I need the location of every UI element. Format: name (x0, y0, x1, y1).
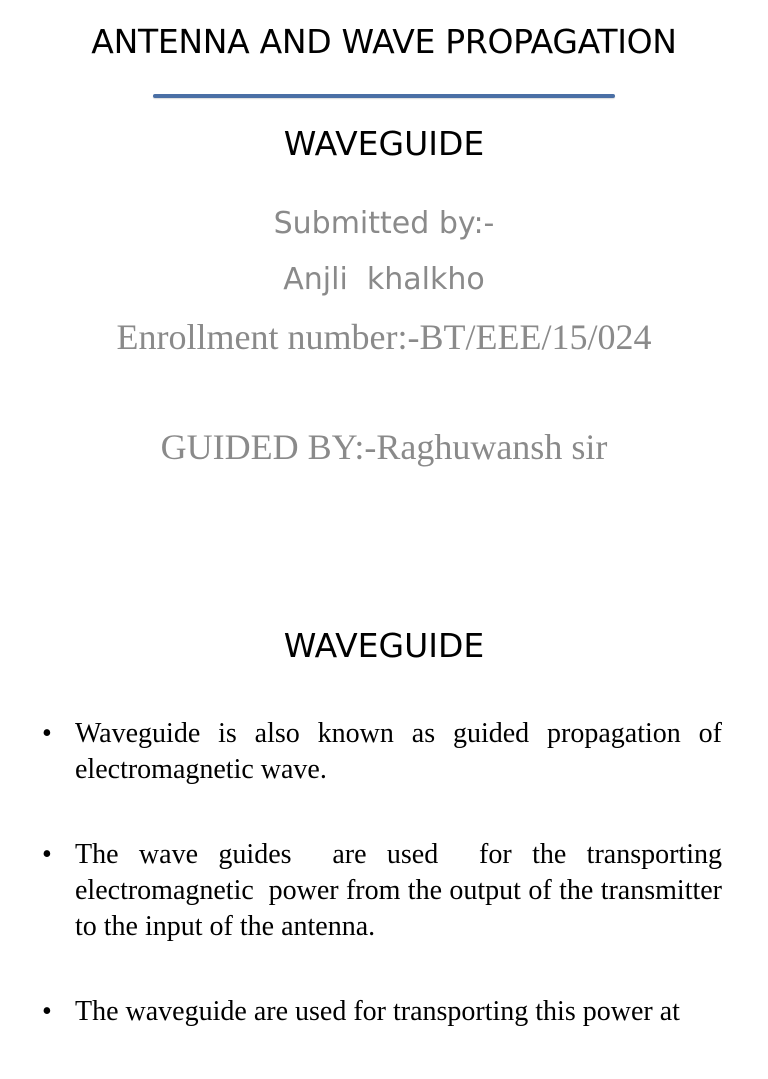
title-underline-rule (153, 94, 615, 98)
list-item (42, 716, 729, 788)
list-item (42, 994, 722, 1030)
bullet-point-icon: • (42, 839, 52, 870)
list-item (42, 837, 729, 945)
slide-title: ANTENNA AND WAVE PROPAGATION (91, 22, 677, 61)
slide-subtitle: WAVEGUIDE (283, 124, 485, 163)
guided-by: GUIDED BY:-Raghuwansh sir (160, 427, 608, 467)
bullet-text: The waveguide are used for transporting this power at (75, 996, 680, 1027)
enrollment-number: Enrollment number:-BT/EEE/15/024 (116, 317, 652, 357)
bullet-point-icon: • (42, 718, 52, 749)
bullet-list (42, 716, 729, 1079)
student-name: Anjli khalkho (283, 262, 485, 297)
bullet-text: Waveguide is also known as guided propagation of electromagnetic wave. (75, 718, 729, 785)
bullet-point-icon: • (42, 996, 52, 1027)
submitted-by-label: Submitted by:- (273, 206, 495, 241)
bullet-text: The wave guides are used for the transporting electromagnetic power from the output of the transmitter to the input of the antenna. (75, 839, 729, 942)
slide-2-title: WAVEGUIDE (283, 626, 485, 665)
